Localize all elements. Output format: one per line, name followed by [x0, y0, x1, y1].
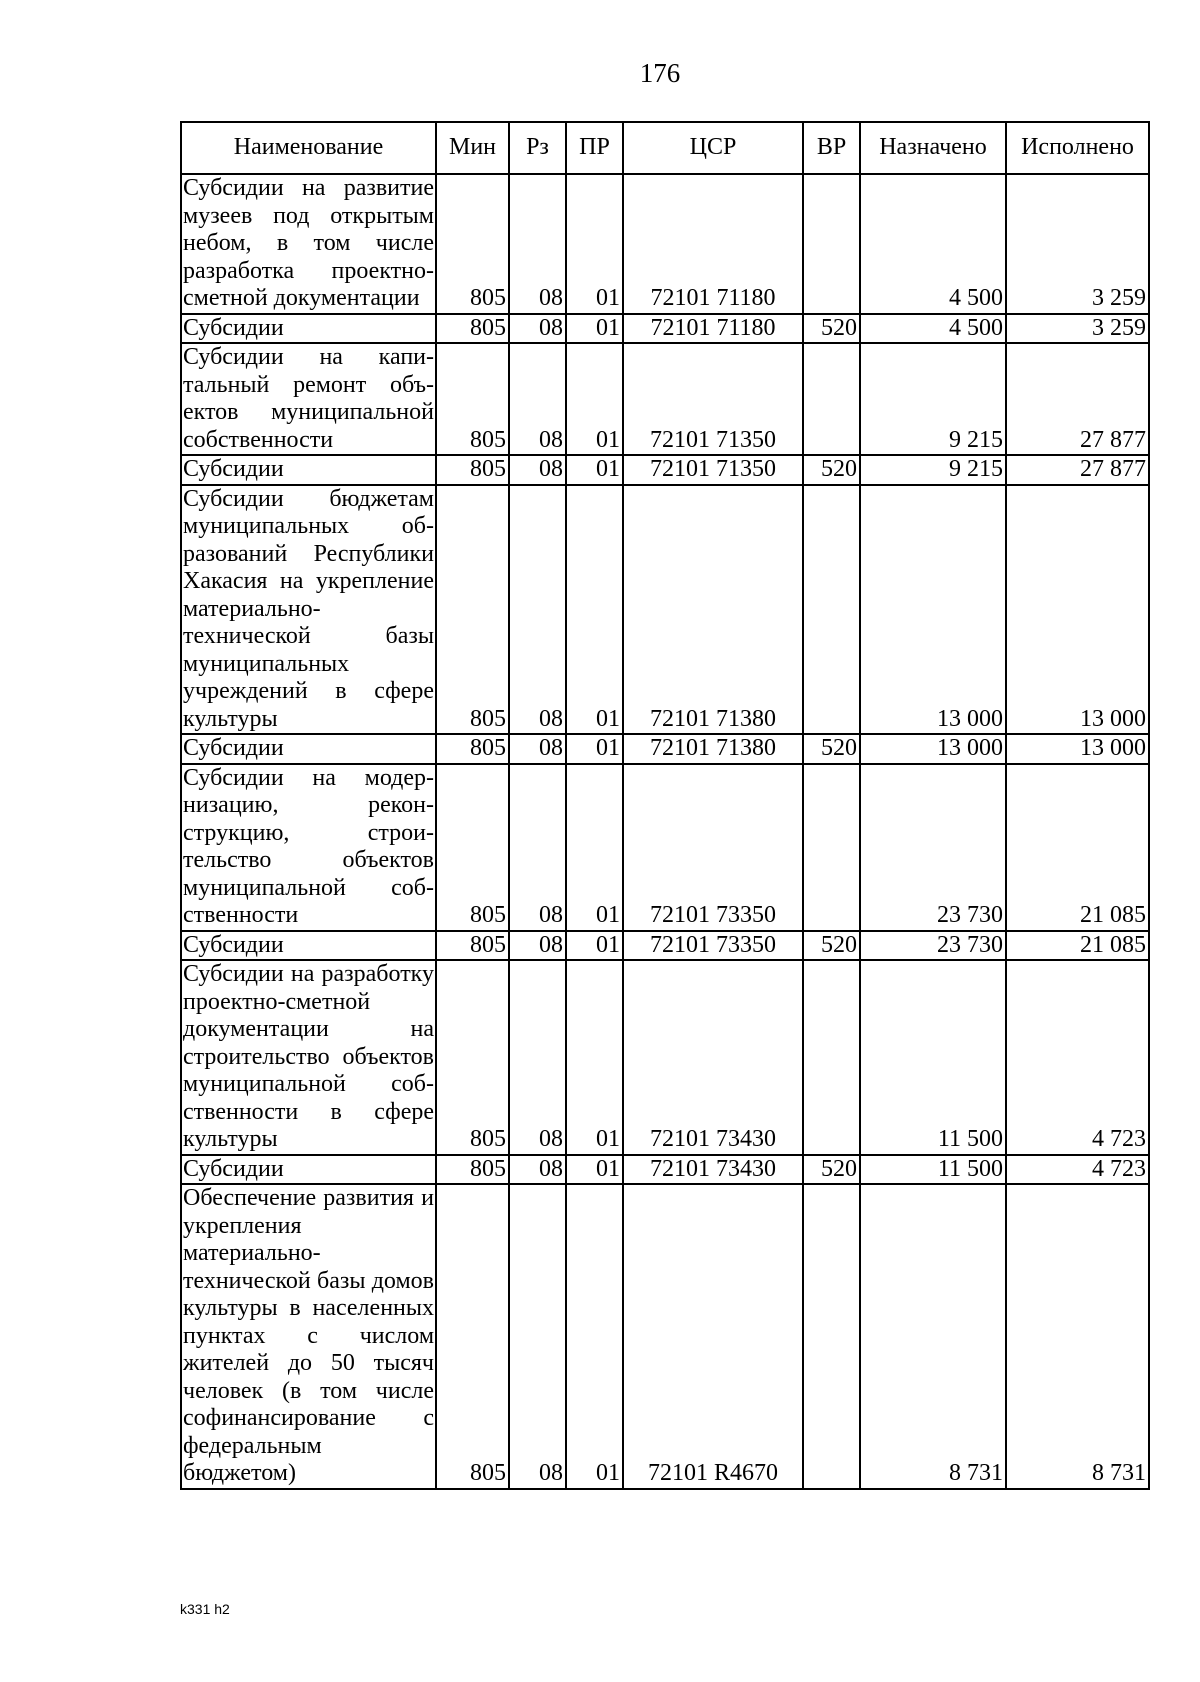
cell-csr: 72101 73350 — [623, 764, 803, 931]
cell-rz: 08 — [509, 960, 566, 1155]
cell-min: 805 — [436, 174, 509, 314]
budget-table — [180, 121, 1150, 1490]
cell-vr: 520 — [803, 314, 860, 344]
cell-csr: 72101 71180 — [623, 174, 803, 314]
cell-rz: 08 — [509, 343, 566, 455]
cell-executed: 4 723 — [1006, 1155, 1149, 1185]
cell-min: 805 — [436, 764, 509, 931]
table-body — [181, 174, 1149, 1489]
cell-assigned: 11 500 — [860, 960, 1006, 1155]
cell-rz: 08 — [509, 734, 566, 764]
header-assigned: Назначено — [860, 122, 1006, 174]
cell-vr: 520 — [803, 1155, 860, 1185]
cell-name: Субсидии на развитие музеев под открытым небом, в том числе разработка проектно-сметной документации — [181, 174, 436, 314]
footer-code: k331 h2 — [180, 1601, 230, 1617]
table-row — [181, 764, 1149, 931]
cell-vr — [803, 960, 860, 1155]
cell-name: Субсидии на разработку проектно-сметной документации на строительство объектов муниципальной собственности в сфере культуры — [181, 960, 436, 1155]
table-row — [181, 455, 1149, 485]
header-vr: ВР — [803, 122, 860, 174]
cell-vr — [803, 1184, 860, 1489]
cell-executed: 21 085 — [1006, 931, 1149, 961]
cell-csr: 72101 73430 — [623, 960, 803, 1155]
cell-assigned: 13 000 — [860, 485, 1006, 735]
cell-pr: 01 — [566, 314, 623, 344]
header-rz: Рз — [509, 122, 566, 174]
table-row — [181, 960, 1149, 1155]
cell-name: Субсидии на модернизацию, реконструкцию, строительство объектов муниципальной собственности — [181, 764, 436, 931]
cell-csr: 72101 71380 — [623, 485, 803, 735]
cell-csr: 72101 73350 — [623, 931, 803, 961]
cell-pr: 01 — [566, 734, 623, 764]
header-pr: ПР — [566, 122, 623, 174]
cell-name: Субсидии — [181, 314, 436, 344]
cell-pr: 01 — [566, 764, 623, 931]
cell-executed: 13 000 — [1006, 734, 1149, 764]
cell-assigned: 11 500 — [860, 1155, 1006, 1185]
table-row — [181, 1184, 1149, 1489]
cell-min: 805 — [436, 314, 509, 344]
cell-assigned: 13 000 — [860, 734, 1006, 764]
cell-csr: 72101 71350 — [623, 343, 803, 455]
cell-pr: 01 — [566, 931, 623, 961]
cell-pr: 01 — [566, 1155, 623, 1185]
cell-rz: 08 — [509, 931, 566, 961]
cell-vr — [803, 764, 860, 931]
cell-assigned: 9 215 — [860, 455, 1006, 485]
cell-rz: 08 — [509, 1155, 566, 1185]
cell-name: Субсидии — [181, 455, 436, 485]
cell-name: Субсидии — [181, 931, 436, 961]
cell-vr — [803, 174, 860, 314]
cell-name: Субсидии бюджетам муниципальных образований Республики Хакасия на укрепление материально-технической базы муниципальных учреждений в сфере культуры — [181, 485, 436, 735]
cell-csr: 72101 71180 — [623, 314, 803, 344]
cell-vr — [803, 485, 860, 735]
cell-pr: 01 — [566, 960, 623, 1155]
cell-name: Субсидии на капитальный ремонт объектов муниципальной собственности — [181, 343, 436, 455]
header-row — [181, 122, 1149, 174]
cell-vr: 520 — [803, 455, 860, 485]
cell-assigned: 8 731 — [860, 1184, 1006, 1489]
cell-min: 805 — [436, 1155, 509, 1185]
cell-name: Субсидии — [181, 1155, 436, 1185]
cell-csr: 72101 71350 — [623, 455, 803, 485]
cell-min: 805 — [436, 734, 509, 764]
cell-pr: 01 — [566, 343, 623, 455]
cell-name: Субсидии — [181, 734, 436, 764]
table-row — [181, 343, 1149, 455]
header-csr: ЦСР — [623, 122, 803, 174]
table-row — [181, 485, 1149, 735]
cell-executed: 21 085 — [1006, 764, 1149, 931]
table-row — [181, 931, 1149, 961]
cell-pr: 01 — [566, 455, 623, 485]
cell-min: 805 — [436, 1184, 509, 1489]
cell-vr: 520 — [803, 931, 860, 961]
table-row — [181, 734, 1149, 764]
cell-rz: 08 — [509, 1184, 566, 1489]
cell-min: 805 — [436, 343, 509, 455]
cell-min: 805 — [436, 931, 509, 961]
cell-assigned: 9 215 — [860, 343, 1006, 455]
cell-assigned: 23 730 — [860, 764, 1006, 931]
cell-min: 805 — [436, 485, 509, 735]
cell-executed: 3 259 — [1006, 174, 1149, 314]
table-row — [181, 314, 1149, 344]
cell-csr: 72101 73430 — [623, 1155, 803, 1185]
cell-rz: 08 — [509, 314, 566, 344]
cell-executed: 13 000 — [1006, 485, 1149, 735]
cell-assigned: 4 500 — [860, 174, 1006, 314]
cell-min: 805 — [436, 960, 509, 1155]
cell-rz: 08 — [509, 455, 566, 485]
cell-assigned: 23 730 — [860, 931, 1006, 961]
cell-executed: 8 731 — [1006, 1184, 1149, 1489]
cell-pr: 01 — [566, 174, 623, 314]
cell-assigned: 4 500 — [860, 314, 1006, 344]
cell-rz: 08 — [509, 485, 566, 735]
cell-vr — [803, 343, 860, 455]
cell-executed: 27 877 — [1006, 455, 1149, 485]
cell-vr: 520 — [803, 734, 860, 764]
cell-pr: 01 — [566, 485, 623, 735]
cell-csr: 72101 71380 — [623, 734, 803, 764]
cell-rz: 08 — [509, 174, 566, 314]
cell-rz: 08 — [509, 764, 566, 931]
cell-executed: 27 877 — [1006, 343, 1149, 455]
table-row — [181, 1155, 1149, 1185]
cell-csr: 72101 R4670 — [623, 1184, 803, 1489]
header-min: Мин — [436, 122, 509, 174]
header-executed: Исполнено — [1006, 122, 1149, 174]
cell-name: Обеспечение развития и укрепления материально-технической базы домов культуры в населенных пунктах с числом жителей до 50 тысяч человек (в том числе софинансирование с федеральным бюджетом) — [181, 1184, 436, 1489]
table-row — [181, 174, 1149, 314]
cell-executed: 4 723 — [1006, 960, 1149, 1155]
page-number: 176 — [639, 58, 681, 88]
cell-pr: 01 — [566, 1184, 623, 1489]
cell-executed: 3 259 — [1006, 314, 1149, 344]
header-name: Наименование — [181, 122, 436, 174]
cell-min: 805 — [436, 455, 509, 485]
